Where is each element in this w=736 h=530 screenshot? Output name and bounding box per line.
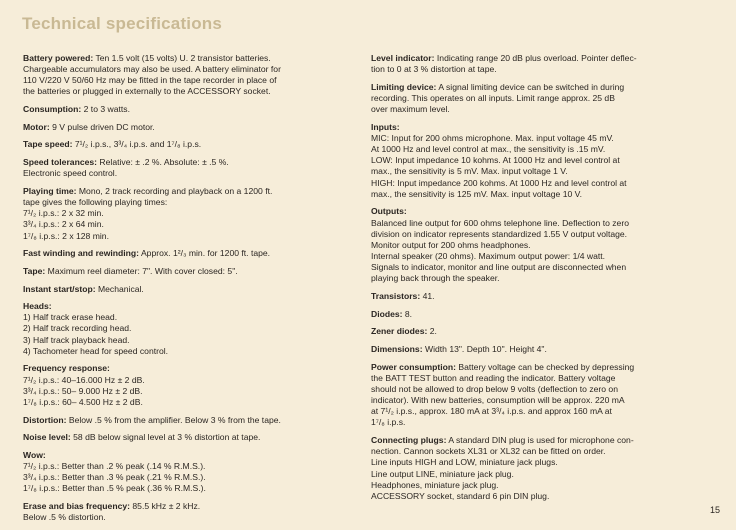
spec-line: nection. Cannon sockets XL31 or XL32 can be fitted on order. bbox=[371, 446, 606, 457]
spec-label: Frequency response: bbox=[23, 363, 110, 374]
page-title: Technical specifications bbox=[22, 14, 223, 33]
spec-line: 3³/₄ i.p.s.: Better than .3 % peak (.21 % R.M.S.). bbox=[23, 472, 206, 483]
spec-label: Playing time: bbox=[23, 185, 77, 196]
spec-text: 2. bbox=[429, 326, 437, 337]
spec-label: Speed tolerances: bbox=[23, 157, 98, 168]
spec-line: Internal speaker (20 ohms). Maximum output power: 1/4 watt. bbox=[371, 251, 606, 261]
spec-label: Instant start/stop: bbox=[23, 283, 96, 294]
spec-line: Signals to indicator, monitor and line output are disconnected when bbox=[371, 262, 627, 273]
spec-line: the batteries or plugged in externally to the ACCESSORY socket. bbox=[23, 86, 271, 97]
spec-line: HIGH: Input impedance 200 kohms. At 1000 Hz and level control at bbox=[371, 177, 627, 188]
spec-line: Monitor output for 200 ohms headphones. bbox=[371, 239, 531, 250]
page-number: 15 bbox=[710, 505, 721, 515]
spec-limiting-device bbox=[371, 82, 688, 115]
spec-line: max., the sensitivity is 5 mV. Max. input voltage 1 V. bbox=[371, 166, 568, 177]
spec-line: tion to 0 at 3 % distortion at tape. bbox=[371, 64, 497, 75]
spec-label: Tape: bbox=[23, 265, 46, 276]
spec-line: 1) Half track erase head. bbox=[23, 312, 118, 323]
spec-line: 110 V/220 V 50/60 Hz may be fitted in the tape recorder in place of bbox=[23, 75, 277, 86]
spec-zener-diodes bbox=[371, 326, 688, 337]
spec-line: Below .5 % distortion. bbox=[23, 512, 106, 523]
spec-line: tape gives the following playing times: bbox=[23, 197, 168, 208]
spec-power-consumption bbox=[371, 362, 688, 429]
spec-distortion bbox=[23, 415, 341, 426]
spec-line: 1⁷/₈ i.p.s.: Better than .5 % peak (.36 % R.M.S.). bbox=[23, 483, 206, 494]
spec-label: Distortion: bbox=[23, 414, 67, 425]
spec-label: Wow: bbox=[23, 449, 46, 460]
spec-label: Limiting device: bbox=[371, 81, 437, 92]
spec-line: recording. This operates on all inputs. Limit range approx. 25 dB bbox=[371, 92, 615, 103]
spec-inputs bbox=[371, 122, 688, 200]
spec-heads bbox=[23, 301, 341, 357]
spec-line: Balanced line output for 600 ohms telephone line. Deflection to zero bbox=[371, 217, 629, 228]
spec-line: 3) Half track playback head. bbox=[23, 334, 130, 345]
spec-line: 1⁷/₈ i.p.s. bbox=[371, 417, 406, 428]
spec-text: 85.5 kHz ± 2 kHz. bbox=[132, 501, 201, 511]
spec-text: 2 to 3 watts. bbox=[83, 104, 130, 115]
spec-line: 7¹/₂ i.p.s.: Better than .2 % peak (.14 % R.M.S.). bbox=[23, 461, 206, 472]
spec-line: at 7¹/₂ i.p.s., approx. 180 mA at 3³/₄ i.p.s. and approx 160 mA at bbox=[371, 406, 612, 417]
spec-label: Motor: bbox=[23, 121, 50, 132]
spec-erase-bias bbox=[23, 501, 341, 523]
spec-label: Transistors: bbox=[371, 290, 421, 301]
spec-speed-tolerances bbox=[23, 157, 341, 179]
spec-label: Dimensions: bbox=[371, 343, 423, 354]
spec-label: Consumption: bbox=[23, 104, 82, 115]
spec-label: Power consumption: bbox=[371, 361, 456, 372]
spec-label: Fast winding and rewinding: bbox=[23, 248, 140, 259]
spec-motor bbox=[23, 122, 341, 133]
spec-line: indicator). With new batteries, consumption will be approx. 220 mA bbox=[371, 395, 625, 406]
spec-wow bbox=[23, 450, 341, 495]
spec-level-indicator bbox=[371, 53, 688, 75]
spec-tape bbox=[23, 266, 341, 277]
spec-line: ACCESSORY socket, standard 6 pin DIN plug. bbox=[371, 490, 550, 501]
spec-line: the BATT TEST button and reading the indicator. Battery voltage bbox=[371, 372, 616, 383]
spec-label: Connecting plugs: bbox=[371, 435, 447, 446]
spec-text: 8. bbox=[404, 308, 413, 319]
spec-label: Outputs: bbox=[371, 206, 407, 217]
spec-battery bbox=[23, 53, 341, 98]
spec-line: should not be allowed to drop below 9 volts (deflection to zero on bbox=[371, 383, 618, 394]
spec-consumption bbox=[23, 104, 341, 115]
spec-line: 2) Half track recording head. bbox=[23, 323, 132, 334]
spec-label: Level indicator: bbox=[371, 53, 435, 63]
spec-line: 1⁷/₈ i.p.s.: 2 x 128 min. bbox=[23, 230, 109, 241]
spec-text: A standard DIN plug is used for microphone con- bbox=[448, 435, 634, 446]
spec-line: Electronic speed control. bbox=[23, 168, 118, 179]
spec-frequency-response bbox=[23, 363, 341, 408]
spec-text: 7¹/₂ i.p.s., 3³/₄ i.p.s. and 1⁷/₈ i.p.s. bbox=[74, 139, 202, 150]
spec-line: LOW: Input impedance 10 kohms. At 1000 Hz and level control at bbox=[371, 155, 620, 166]
spec-label: Zener diodes: bbox=[371, 326, 428, 337]
spec-line: 4) Tachometer head for speed control. bbox=[23, 345, 169, 356]
spec-line: 7¹/₂ i.p.s.: 40–16.000 Hz ± 2 dB. bbox=[23, 374, 145, 385]
spec-fast-winding bbox=[23, 248, 341, 259]
spec-text: Maximum reel diameter: 7". With cover closed: 5". bbox=[47, 265, 238, 276]
spec-line: Chargeable accumulators may also be used. A battery eliminator for bbox=[23, 64, 281, 75]
spec-line: playing back through the speaker. bbox=[371, 273, 500, 284]
spec-text: Width 13". Depth 10". Height 4". bbox=[424, 343, 547, 354]
spec-dimensions bbox=[371, 344, 688, 355]
spec-line: 3³/₄ i.p.s.: 50– 9.000 Hz ± 2 dB. bbox=[23, 385, 143, 396]
spec-label: Diodes: bbox=[371, 308, 403, 319]
spec-line: Line output LINE, miniature jack plug. bbox=[371, 468, 514, 479]
spec-label: Heads: bbox=[23, 301, 52, 312]
spec-text: A signal limiting device can be switched in during bbox=[438, 81, 625, 92]
spec-label: Noise level: bbox=[23, 432, 71, 443]
spec-line: Line inputs HIGH and LOW, miniature jack plugs. bbox=[371, 457, 558, 468]
left-column bbox=[23, 53, 341, 530]
spec-label: Erase and bias frequency: bbox=[23, 501, 130, 511]
spec-line: max., the sensitivity is 125 mV. Max. input voltage 10 V. bbox=[371, 188, 582, 199]
spec-text: Indicating range 20 dB plus overload. Pointer deflec- bbox=[436, 53, 637, 63]
spec-transistors bbox=[371, 291, 688, 302]
spec-text: Ten 1.5 volt (15 volts) U. 2 transistor batteries. bbox=[95, 53, 271, 63]
spec-text: Relative: ± .2 %. Absolute: ± .5 %. bbox=[99, 157, 229, 168]
spec-outputs bbox=[371, 206, 688, 284]
spec-tape-speed bbox=[23, 139, 341, 150]
spec-playing-time bbox=[23, 186, 341, 242]
spec-text: Mechanical. bbox=[97, 283, 144, 294]
spec-line: At 1000 Hz and level control at max., the sensitivity is .15 mV. bbox=[371, 144, 606, 155]
spec-text: Below .5 % from the amplifier. Below 3 % from the tape. bbox=[68, 414, 281, 425]
spec-connecting-plugs bbox=[371, 435, 688, 502]
spec-line: division on indicator represents standardized 1.55 V output voltage. bbox=[371, 228, 628, 239]
spec-text: 58 dB below signal level at 3 % distortion at tape. bbox=[73, 432, 261, 443]
spec-line: Headphones, miniature jack plug. bbox=[371, 479, 499, 490]
spec-label: Inputs: bbox=[371, 121, 400, 132]
spec-instant-start-stop bbox=[23, 284, 341, 295]
spec-text: Mono, 2 track recording and playback on a 1200 ft. bbox=[78, 185, 273, 196]
spec-noise-level bbox=[23, 432, 341, 443]
spec-line: MIC: Input for 200 ohms microphone. Max. input voltage 45 mV. bbox=[371, 132, 614, 143]
spec-line: over maximum level. bbox=[371, 104, 450, 115]
spec-diodes bbox=[371, 309, 688, 320]
spec-line: 1⁷/₈ i.p.s.: 60– 4.500 Hz ± 2 dB. bbox=[23, 396, 143, 407]
spec-text: Approx. 1²/₃ min. for 1200 ft. tape. bbox=[140, 248, 271, 259]
spec-line: 3³/₄ i.p.s.: 2 x 64 min. bbox=[23, 219, 104, 230]
spec-line: 7¹/₂ i.p.s.: 2 x 32 min. bbox=[23, 208, 104, 219]
spec-text: 41. bbox=[422, 290, 435, 301]
spec-text: Battery voltage can be checked by depressing bbox=[458, 361, 635, 372]
spec-label: Battery powered: bbox=[23, 53, 94, 63]
spec-label: Tape speed: bbox=[23, 139, 73, 150]
right-column bbox=[371, 53, 688, 508]
spec-text: 9 V pulse driven DC motor. bbox=[52, 121, 155, 132]
